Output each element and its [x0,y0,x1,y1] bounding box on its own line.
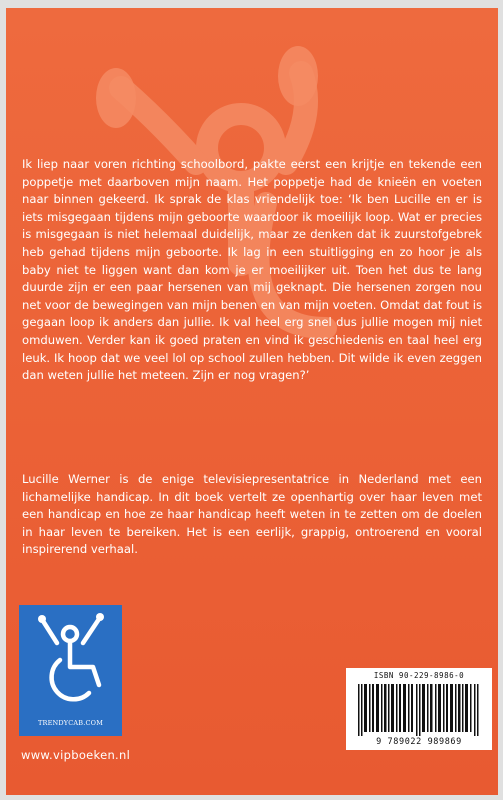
publisher-url: www.vipboeken.nl [21,748,131,762]
logo-label: TRENDYCAB.COM [37,719,104,727]
trendycab-logo [19,605,122,736]
barcode [358,684,480,736]
barcode-panel [346,668,492,750]
back-cover [6,8,498,795]
isbn-number: ISBN 90-229-8986-0 [373,671,465,680]
barcode-digits: 9 789022 989869 [376,737,462,747]
excerpt-text: Ik liep naar voren richting schoolbord, pakte eerst een krijtje en tekende een poppetje met daarboven mijn naam. Het poppetje had de knieën en voeten naar binnen gekeerd. Ik sprak de klas vriendelijk toe: ‘Ik ben Lucille en er is iets misgegaan tijdens mijn geboorte waardoor ik moeilijk loop. Wat er precies is misgegaan is niet helemaal duidelijk, maar ze denken dat ik zuurstofgebrek heb gehad tijdens mijn geboorte. Ik lag in een stuitligging en zo hoor je als baby niet te liggen want dan kom je er moeilijker uit. Toen het dus te lang duurde zijn er een paar hersenen van mij geknapt. Die hersenen zorgen nou net voor de bewegingen van mijn benen en van mijn voeten. Omdat dat fout is gegaan loop ik anders dan jullie. Ik val heel erg snel dus jullie mogen mij niet omduwen. Verder kan ik goed praten en vind ik geschiedenis en taal heel erg leuk. Ik hoop dat we veel lol op school zullen hebben. Dit wilde ik even zeggen dan weten jullie het meteen. Zijn er nog vragen?’ [22,157,482,383]
wheelchair-figure-logo-icon [19,605,122,736]
book-blurb: Lucille Werner is de enige televisiepresentatrice in Nederland met een lichamelijke handicap. In dit boek vertelt ze openhartig over haar leven met een handicap en hoe ze haar handicap heeft weten in te zetten om de doelen in haar leven te bereiken. Het is een eerlijk, grappig, ontroerend en vooral inspirerend verhaal. [22,472,482,557]
